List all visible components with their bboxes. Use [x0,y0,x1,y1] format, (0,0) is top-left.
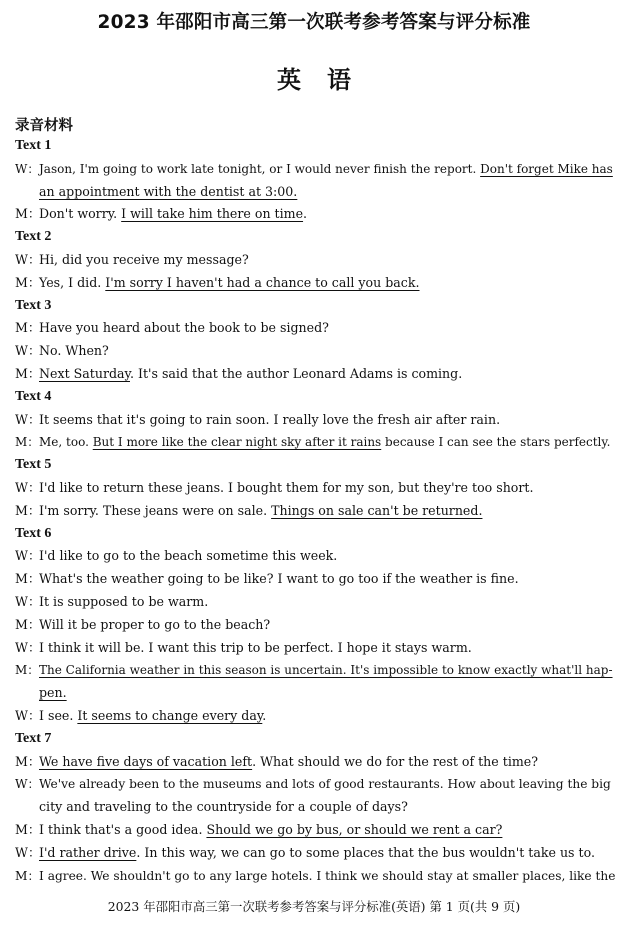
text-heading: Text 4 [15,388,52,404]
dialogue-line [15,431,615,453]
dialogue-line [15,545,615,567]
text-heading: Text 3 [15,297,52,313]
answer-underline: But I more like the clear night sky after it rains [92,435,382,450]
dialogue-continuation [39,682,615,704]
dialogue-text: . It's said that the author Leonard Adams is coming. [129,366,463,381]
speaker-label: M： [15,571,41,587]
text-heading: Text 7 [15,730,52,746]
answer-underline: It seems to change every day [77,708,263,723]
dialogue-text: It seems that it's going to rain soon. I really love the fresh air after rain. [39,411,501,427]
speaker-label: W： [15,252,41,267]
text-heading: Text 5 [15,457,52,473]
text-heading: Text 2 [15,229,52,245]
dialogue-line [15,591,615,613]
answer-underline: I'm sorry I haven't had a chance to call you back. [105,274,420,290]
dialogue-text: I'd like to go to the beach sometime this week. [39,548,338,564]
speaker-label: M： [15,616,41,632]
dialogue-line [15,568,615,590]
answer-underline: I will take him there on time [121,206,304,222]
answer-underline: Things on sale can't be returned. [271,502,483,518]
dialogue-text: I think that's a good idea. [39,822,207,837]
dialogue-text: I agree. We shouldn't go to any large hotels. I think we should stay at smaller places, like the [39,868,616,883]
dialogue-line [15,363,615,385]
dialogue-line [15,819,615,841]
dialogue-text: Yes, I did. [39,274,106,290]
dialogue-line [15,272,615,294]
speaker-label: M： [15,206,41,222]
dialogue-text: It is supposed to be warm. [39,594,209,609]
answer-underline: Next Saturday [39,366,130,381]
speaker-label: M： [15,868,40,883]
dialogue-text: I see. [39,708,78,723]
speaker-label: M： [15,320,41,336]
dialogue-continuation [39,181,615,203]
speaker-label: W： [15,777,40,792]
dialogue-line [15,865,615,887]
dialogue-line [15,477,615,499]
dialogue-text: Will it be proper to go to the beach? [39,616,271,632]
dialogue-text: No. When? [39,343,109,359]
dialogue-text: . What should we do for the rest of the time? [252,753,538,769]
speaker-label: W： [15,343,41,359]
dialogue-text: Have you heard about the book to be signed? [39,320,329,336]
speaker-label: M： [15,274,41,290]
dialogue-line [15,773,615,795]
dialogue-text: city and traveling to the countryside for a couple of days? [39,799,408,815]
answer-underline: an appointment with the dentist at 3:00. [39,183,298,199]
speaker-label: M： [15,822,41,837]
dialogue-line [15,705,615,727]
answer-underline: Should we go by bus, or should we rent a car? [206,822,503,837]
dialogue-line [15,842,615,864]
dialogue-line [15,500,615,522]
text-heading: Text 6 [15,525,52,541]
answer-underline: Don't forget Mike has [480,161,613,176]
dialogue-line [15,317,615,339]
answer-underline: The California weather in this season is uncertain. It's impossible to know exactly what'll hap- [39,663,613,678]
page-title: 2023 年邵阳市高三第一次联考参考答案与评分标准 [97,12,531,33]
dialogue-text: I'm sorry. These jeans were on sale. [39,502,272,518]
answer-underline: We have five days of vacation left [39,753,253,769]
dialogue-text: Hi, did you receive my message? [39,252,249,267]
dialogue-text: . In this way, we can go to some places that the bus wouldn't take us to. [136,844,595,860]
speaker-label: W： [15,411,41,427]
speaker-label: W： [15,844,41,860]
subject-heading: 英语 [277,66,377,94]
speaker-label: W： [15,548,41,564]
answer-underline: I'd rather drive [39,844,137,860]
speaker-label: W： [15,480,41,495]
speaker-label: M： [15,753,41,769]
speaker-label: M： [15,435,40,450]
section-title: 录音材料 [15,118,73,134]
speaker-label: W： [15,708,41,723]
dialogue-line [15,751,615,773]
text-heading: Text 1 [15,138,52,153]
dialogue-line [15,203,615,225]
speaker-label: W： [15,594,41,609]
dialogue-text: . [262,708,267,723]
speaker-label: M： [15,663,40,678]
answer-underline: pen. [39,685,67,701]
speaker-label: W： [15,639,41,655]
dialogue-line [15,409,615,431]
dialogue-text: Don't worry. [39,206,122,222]
dialogue-text: I'd like to return these jeans. I bought them for my son, but they're too short. [39,480,534,495]
dialogue-text: Me, too. [39,435,93,450]
dialogue-text: because I can see the stars perfectly. [381,435,611,450]
dialogue-line [15,340,615,362]
speaker-label: W： [15,161,40,176]
dialogue-line [15,249,615,271]
speaker-label: M： [15,366,41,381]
dialogue-text: Jason, I'm going to work late tonight, or I would never finish the report. [39,161,481,176]
dialogue-text: I think it will be. I want this trip to be perfect. I hope it stays warm. [39,639,472,655]
dialogue-text: What's the weather going to be like? I want to go too if the weather is fine. [39,571,519,587]
dialogue-line [15,158,615,180]
dialogue-line [15,614,615,636]
dialogue-text: We've already been to the museums and lots of good restaurants. How about leaving the big [39,777,611,792]
dialogue-continuation [39,796,615,818]
page-footer: 2023 年邵阳市高三第一次联考参考答案与评分标准(英语) 第 1 页(共 9 页) [107,899,521,914]
dialogue-line [15,637,615,659]
dialogue-line [15,659,615,681]
speaker-label: M： [15,502,41,518]
dialogue-text: . [303,206,308,222]
